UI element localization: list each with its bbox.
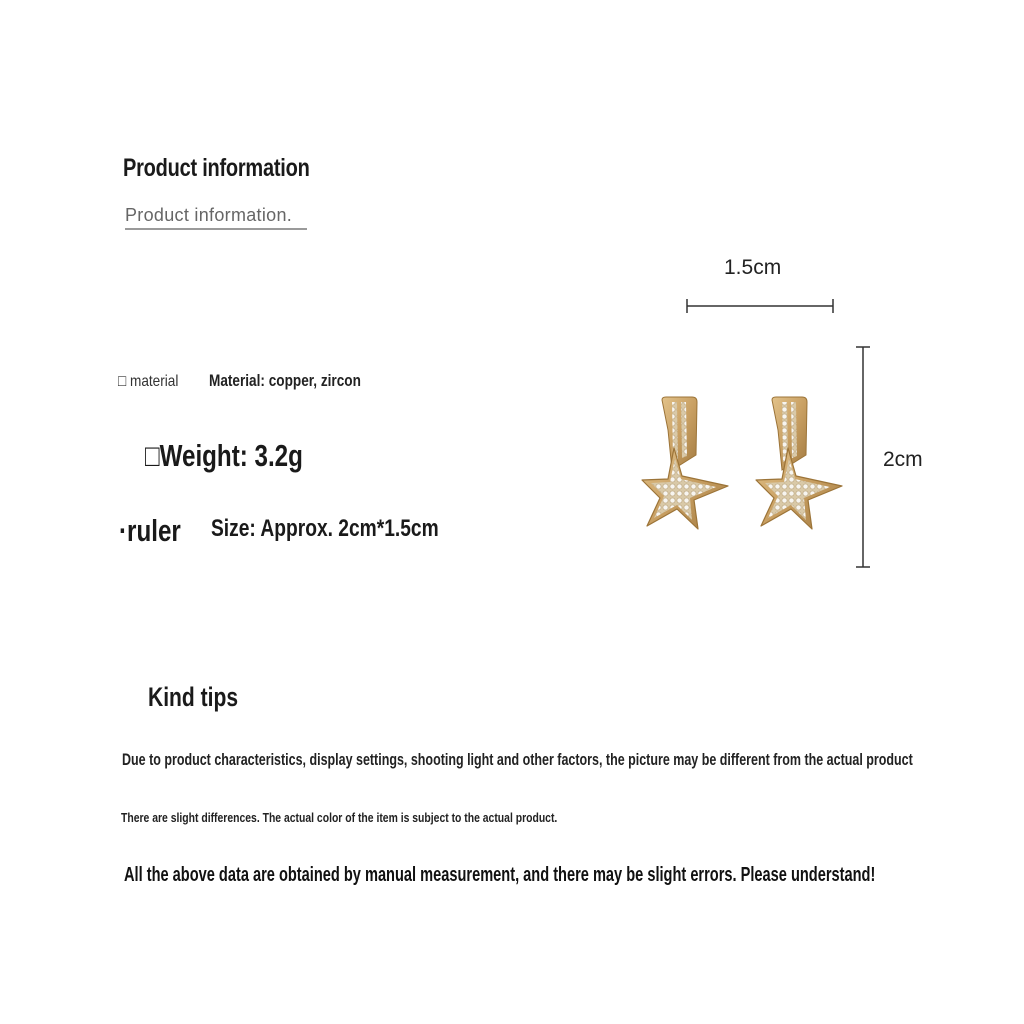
subtitle-underline (125, 228, 307, 230)
ruler-label: ·ruler (119, 513, 181, 548)
weight-value: □Weight: 3.2g (145, 438, 303, 473)
width-dimension-line (687, 299, 833, 313)
material-label: □ material (118, 373, 179, 390)
product-info-subtitle: Product information. (125, 205, 293, 225)
kind-tips-title: Kind tips (148, 682, 239, 712)
material-value: Material: copper, zircon (209, 371, 361, 390)
product-info-title: Product information (123, 154, 310, 182)
kind-tips-line-2: There are slight differences. The actual color of the item is subject to the actual product. (121, 810, 558, 825)
product-photo (620, 280, 950, 580)
kind-tips-line-1: Due to product characteristics, display settings, shooting light and other factors, the picture may be different from the actual product (122, 750, 913, 769)
size-value: Size: Approx. 2cm*1.5cm (211, 515, 439, 542)
width-dimension-label: 1.5cm (724, 256, 782, 279)
height-dimension-label: 2cm (883, 448, 923, 471)
kind-tips-line-3: All the above data are obtained by manual measurement, and there may be slight errors. Please understand! (124, 864, 876, 886)
height-dimension-line (856, 347, 870, 567)
earring-right (756, 397, 842, 529)
earring-left (642, 397, 728, 529)
